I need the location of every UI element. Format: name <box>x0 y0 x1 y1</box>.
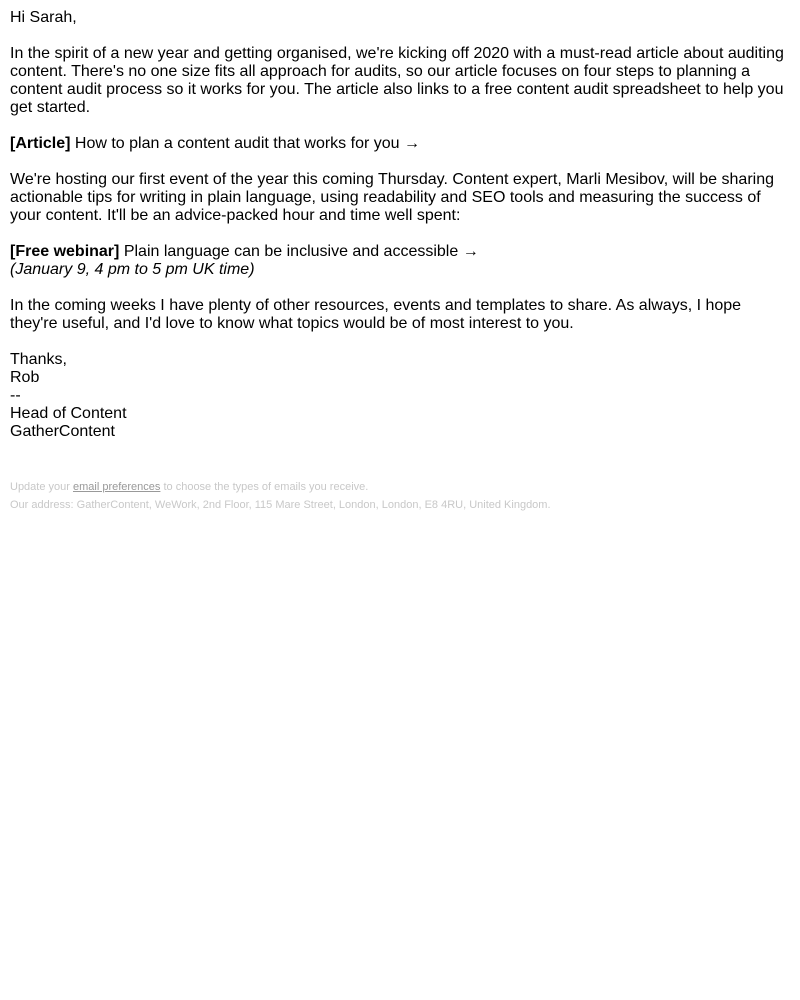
signature-separator: -- <box>10 387 21 404</box>
sender-company: GatherContent <box>10 423 115 440</box>
article-link[interactable]: How to plan a content audit that works for you → <box>74 135 420 152</box>
sender-name: Rob <box>10 369 40 386</box>
sender-title: Head of Content <box>10 405 127 422</box>
webinar-date: (January 9, 4 pm to 5 pm UK time) <box>10 261 255 278</box>
intro-paragraph: In the spirit of a new year and getting organised, we're kicking off 2020 with a must-read article about auditing content. There's no one size fits all approach for audits, so our article focuses on four steps to planning a content audit process so it works for you. The article also links to a free content audit spreadsheet to help you get started. <box>10 45 784 116</box>
webinar-line <box>10 243 790 279</box>
article-tag: [Article] <box>10 135 71 152</box>
event-paragraph: We're hosting our first event of the year this coming Thursday. Content expert, Marli Mesibov, will be sharing actionable tips for writing in plain language, using readability and SEO tools and measuring the success of your content. It'll be an advice-packed hour and time well spent: <box>10 171 774 224</box>
webinar-link[interactable]: Plain language can be inclusive and accessible → <box>123 243 479 260</box>
preferences-suffix: to choose the types of emails you receive. <box>160 481 369 493</box>
webinar-tag: [Free webinar] <box>10 243 120 260</box>
email-footer <box>10 478 790 514</box>
article-line <box>10 135 790 153</box>
preferences-prefix: Update your <box>10 481 73 493</box>
postal-address: Our address: GatherContent, WeWork, 2nd Floor, 115 Mare Street, London, London, E8 4RU, United Kingdom. <box>10 499 551 511</box>
email-preferences-link[interactable]: email preferences <box>72 481 161 493</box>
preferences-line <box>10 478 790 496</box>
greeting: Hi Sarah, <box>10 9 77 26</box>
signature <box>10 351 790 441</box>
outro-paragraph: In the coming weeks I have plenty of other resources, events and templates to share. As always, I hope they're useful, and I'd love to know what topics would be of most interest to you. <box>10 297 742 332</box>
email-body <box>10 9 790 514</box>
signoff: Thanks, <box>10 351 67 368</box>
